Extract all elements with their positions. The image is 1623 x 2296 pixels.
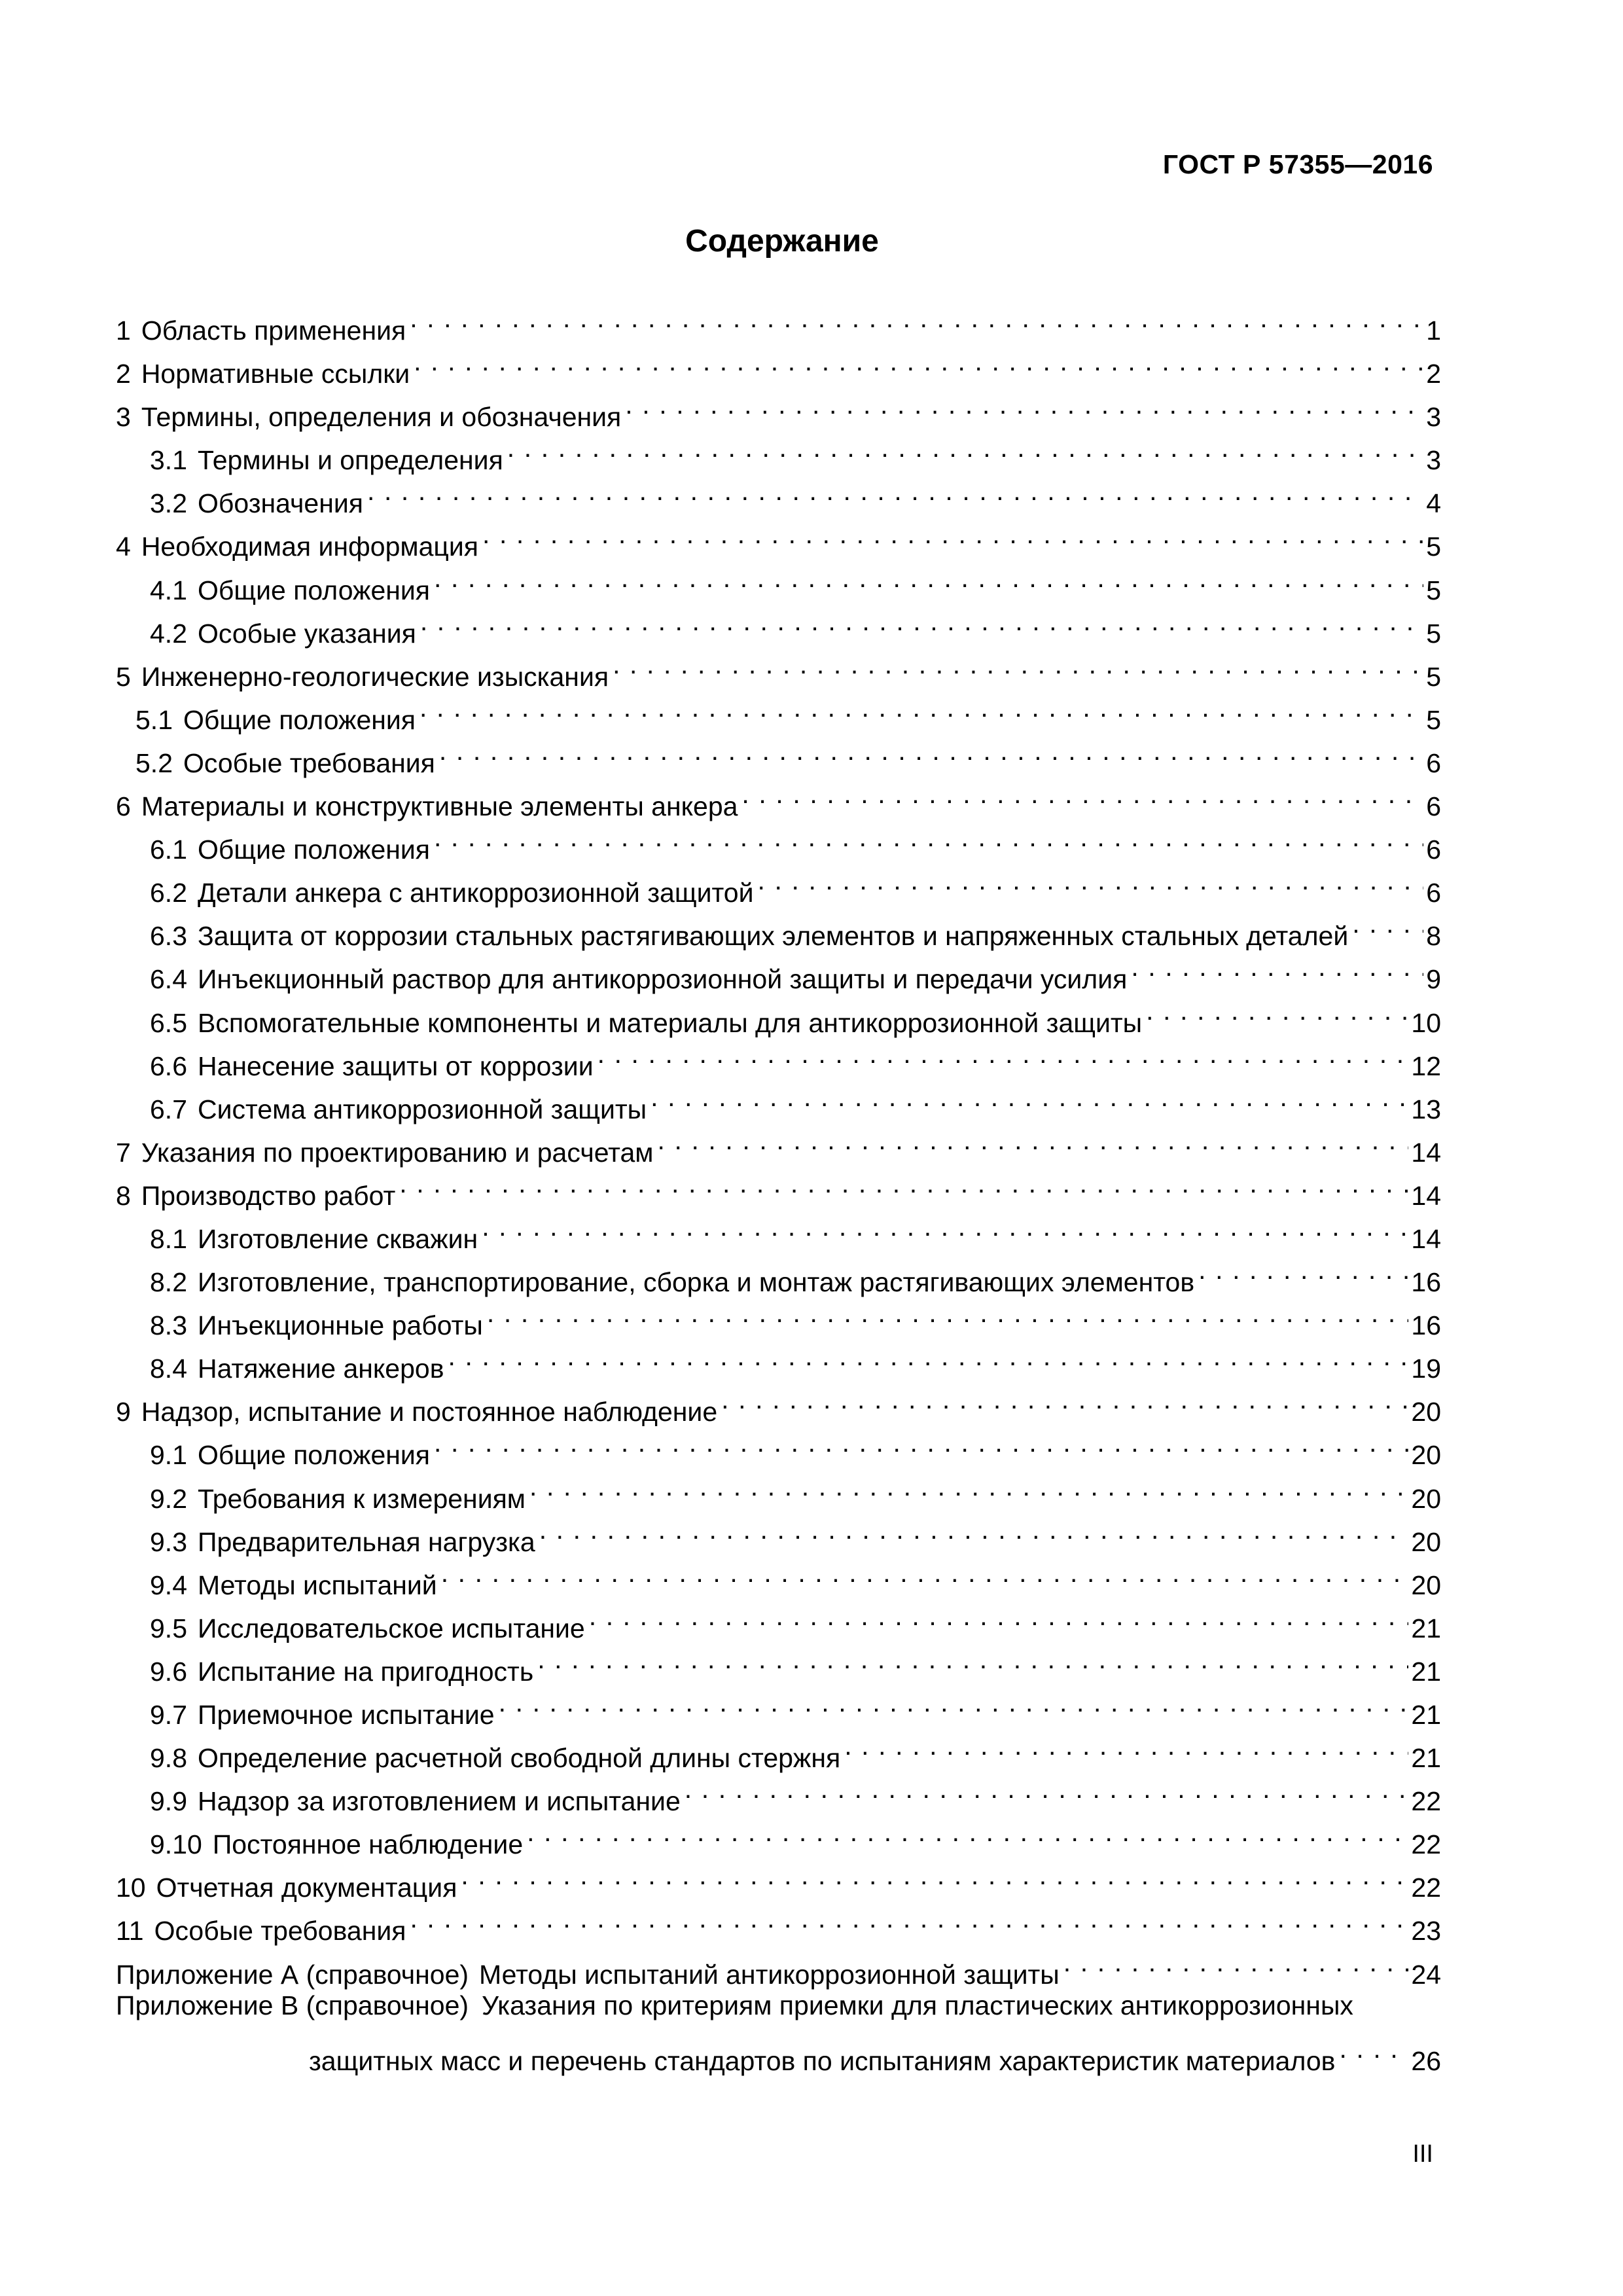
toc-leader-dots (420, 600, 1423, 643)
toc-page-number: 5 (1426, 704, 1441, 735)
toc-page-number: 5 (1426, 618, 1441, 649)
toc-entry[interactable] (116, 469, 1441, 519)
toc-leader-dots (685, 1767, 1409, 1810)
toc-entry-text: Указания по проектированию и расчетам (141, 1137, 654, 1168)
toc-page-number: 10 (1411, 1007, 1441, 1038)
toc-page-number: 20 (1411, 1440, 1441, 1471)
toc-page-number: 6 (1426, 834, 1441, 865)
toc-entry[interactable] (116, 1810, 1441, 1860)
appendix-b-label: Приложение В (справочное) (116, 1990, 469, 2020)
toc-entry[interactable] (116, 1681, 1441, 1730)
toc-leader-dots (499, 1681, 1409, 1724)
toc-page-number: 23 (1411, 1916, 1441, 1946)
toc-entry-text: Необходимая информация (141, 531, 478, 562)
toc-entry[interactable] (116, 1941, 1441, 1990)
toc-leader-dots (448, 1335, 1409, 1378)
toc-entry-number: 9 (116, 1397, 131, 1427)
toc-entry-number: 8.1 (150, 1223, 187, 1254)
toc-entry[interactable] (116, 512, 1441, 562)
toc-entry-text: Приемочное испытание (198, 1700, 495, 1730)
toc-page-number: 6 (1426, 791, 1441, 822)
toc-entry-text: Испытание на пригодность (198, 1656, 534, 1687)
page-title: Содержание (685, 224, 879, 259)
toc-entry[interactable] (116, 686, 1441, 735)
toc-entry-text: Детали анкера с антикоррозионной защитой (198, 878, 754, 908)
toc-entry-number: 6.7 (150, 1094, 187, 1124)
toc-entry[interactable] (116, 1854, 1441, 1903)
toc-entry[interactable] (116, 1724, 1441, 1774)
toc-page-number: 8 (1426, 921, 1441, 952)
toc-entry-text: Инъекционный раствор для антикоррозионной защиты и передачи усилия (198, 964, 1128, 995)
toc-entry[interactable] (116, 1378, 1441, 1427)
appendix-b-title-line2: защитных масс и перечень стандартов по испытаниям характеристик материалов (309, 2045, 1336, 2076)
toc-page-number: 21 (1411, 1743, 1441, 1774)
toc-entry[interactable] (116, 1119, 1441, 1168)
toc-entry-number: 7 (116, 1137, 131, 1168)
toc-leader-dots (758, 859, 1424, 902)
toc-entry-text: Методы испытаний антикоррозионной защиты (479, 1959, 1060, 1990)
toc-leader-dots (537, 1638, 1408, 1681)
toc-entry-text: Особые требования (183, 747, 435, 778)
toc-entry[interactable] (116, 729, 1441, 778)
toc-entry-number: 6.5 (150, 1007, 187, 1038)
toc-leader-dots (1198, 1248, 1408, 1291)
toc-entry-text: Отчетная документация (156, 1873, 457, 1903)
toc-page-number: 14 (1411, 1180, 1441, 1211)
toc-entry-text: Изготовление, транспортирование, сборка и монтаж растягивающих элементов (198, 1267, 1195, 1298)
toc-entry-appendix-b[interactable] (116, 1984, 1441, 2083)
page-folio: III (1412, 2140, 1433, 2168)
toc-entry[interactable] (116, 1551, 1441, 1600)
toc-entry-number: 6.2 (150, 878, 187, 908)
toc-leader-dots (410, 1897, 1408, 1940)
toc-leader-dots (741, 772, 1423, 816)
toc-leader-dots (434, 1421, 1408, 1464)
toc-entry[interactable] (116, 859, 1441, 908)
toc-entry-text: Общие положения (198, 1440, 431, 1471)
toc-entry-number: 4.2 (150, 618, 187, 649)
toc-entry-number: 9.5 (150, 1613, 187, 1643)
table-of-contents (116, 296, 1441, 2083)
appendix-b-title-line1: Указания по критериям приемки для пластических антикоррозионных (482, 1990, 1353, 2020)
toc-page-number: 4 (1426, 488, 1441, 519)
toc-page-number: 14 (1411, 1223, 1441, 1254)
toc-page-number: 1 (1426, 315, 1441, 346)
toc-entry[interactable] (116, 1421, 1441, 1471)
toc-entry-text: Материалы и конструктивные элементы анкера (141, 791, 738, 822)
toc-leader-dots (529, 1465, 1408, 1508)
toc-entry-number: 9.9 (150, 1786, 187, 1817)
toc-entry-number: 3 (116, 402, 131, 433)
toc-entry-number: 9.1 (150, 1440, 187, 1471)
toc-page-number: 12 (1411, 1050, 1441, 1081)
toc-entry-text: Нанесение защиты от коррозии (198, 1050, 594, 1081)
toc-leader-dots (589, 1594, 1409, 1638)
toc-entry-number: 9.6 (150, 1656, 187, 1687)
toc-leader-dots (1063, 1941, 1409, 1984)
toc-entry[interactable] (116, 1205, 1441, 1254)
toc-page-number: 21 (1411, 1700, 1441, 1730)
toc-entry-number: 5.1 (135, 704, 173, 735)
toc-entry-number: 9.7 (150, 1700, 187, 1730)
toc-entry-number: 4 (116, 531, 131, 562)
toc-entry[interactable] (116, 1767, 1441, 1817)
toc-leader-dots (1352, 902, 1423, 945)
toc-entry-text: Надзор, испытание и постоянное наблюдение (141, 1397, 718, 1427)
toc-leader-dots (441, 1551, 1409, 1594)
toc-leader-dots (439, 729, 1423, 772)
toc-page-number: 3 (1426, 445, 1441, 476)
toc-entry-number: 2 (116, 359, 131, 389)
toc-entry-text: Предварительная нагрузка (198, 1526, 535, 1557)
toc-entry-number: 9.2 (150, 1483, 187, 1514)
toc-entry-text: Общие положения (198, 834, 431, 865)
toc-entry-number: 11 (116, 1916, 144, 1946)
toc-entry-text: Общие положения (198, 575, 431, 605)
toc-leader-dots (461, 1854, 1408, 1897)
toc-leader-dots (367, 469, 1423, 512)
toc-entry-number: 10 (116, 1873, 146, 1903)
toc-entry-text: Нормативные ссылки (141, 359, 410, 389)
toc-entry-number: 8 (116, 1180, 131, 1211)
toc-entry[interactable] (116, 1508, 1441, 1557)
toc-entry[interactable] (116, 556, 1441, 605)
toc-entry[interactable] (116, 816, 1441, 865)
toc-entry-text: Общие положения (183, 704, 416, 735)
toc-leader-dots (1131, 945, 1423, 988)
toc-entry-text: Область применения (141, 315, 406, 346)
toc-entry[interactable] (116, 989, 1441, 1038)
toc-entry[interactable] (116, 1291, 1441, 1341)
toc-page-number: 20 (1411, 1570, 1441, 1600)
toc-page-number: 16 (1411, 1310, 1441, 1341)
toc-entry-text: Инженерно-геологические изыскания (141, 661, 609, 692)
toc-page-number: 14 (1411, 1137, 1441, 1168)
toc-page-number: 9 (1426, 964, 1441, 995)
toc-entry[interactable] (116, 1897, 1441, 1946)
toc-entry[interactable] (116, 1162, 1441, 1211)
toc-entry[interactable] (116, 945, 1441, 995)
toc-leader-dots (482, 512, 1423, 556)
appendix-b-first-line (116, 1984, 1441, 2027)
toc-entry-text: Требования к измерениям (198, 1483, 526, 1514)
toc-page-number: 5 (1426, 575, 1441, 605)
toc-entry-number: 9.4 (150, 1570, 187, 1600)
toc-leader-dots (625, 383, 1423, 426)
toc-leader-dots (613, 643, 1423, 686)
toc-entry-text: Термины и определения (198, 445, 503, 476)
toc-leader-dots (844, 1724, 1408, 1767)
toc-leader-dots (1146, 989, 1408, 1032)
toc-entry-text: Исследовательское испытание (198, 1613, 585, 1643)
toc-page-number: 3 (1426, 402, 1441, 433)
toc-entry[interactable] (116, 1075, 1441, 1124)
toc-page-number: 20 (1411, 1483, 1441, 1514)
toc-entry-number: 8.4 (150, 1354, 187, 1384)
toc-entry-text: Постоянное наблюдение (212, 1829, 524, 1860)
toc-page-number: 21 (1411, 1656, 1441, 1687)
toc-entry-text: Методы испытаний (198, 1570, 437, 1600)
toc-entry[interactable] (116, 383, 1441, 433)
toc-entry[interactable] (116, 1594, 1441, 1643)
toc-entry-number: 6.1 (150, 834, 187, 865)
toc-entry[interactable] (116, 1638, 1441, 1687)
toc-entry[interactable] (116, 1032, 1441, 1081)
toc-entry-text: Инъекционные работы (198, 1310, 483, 1341)
toc-page-number: 24 (1411, 1959, 1441, 1990)
appendix-b-second-line (116, 2027, 1441, 2083)
toc-entry-text: Вспомогательные компоненты и материалы для антикоррозионной защиты (198, 1007, 1143, 1038)
toc-entry-text: Особые требования (154, 1916, 406, 1946)
toc-leader-dots (399, 1162, 1408, 1205)
standard-designation: ГОСТ Р 57355—2016 (1162, 149, 1433, 179)
toc-entry-number: 3.1 (150, 445, 187, 476)
toc-page-number: 22 (1411, 1873, 1441, 1903)
toc-entry-text: Надзор за изготовлением и испытание (198, 1786, 681, 1817)
toc-page-number: 19 (1411, 1354, 1441, 1384)
toc-page-number: 21 (1411, 1613, 1441, 1643)
toc-entry-text: Изготовление скважин (198, 1223, 478, 1254)
toc-entry-number: 8.3 (150, 1310, 187, 1341)
toc-page-number: 20 (1411, 1397, 1441, 1427)
toc-page-number: 26 (1411, 2045, 1441, 2076)
toc-leader-dots (539, 1508, 1409, 1551)
toc-entry-text: Натяжение анкеров (198, 1354, 444, 1384)
toc-entry-number: 8.2 (150, 1267, 187, 1298)
toc-entry-number: Приложение А (справочное) (116, 1959, 469, 1990)
toc-leader-dots (414, 340, 1423, 383)
toc-leader-dots (1339, 2027, 1407, 2070)
toc-page-number: 6 (1426, 747, 1441, 778)
toc-entry-number: 9.3 (150, 1526, 187, 1557)
toc-entry-number: 3.2 (150, 488, 187, 519)
toc-entry[interactable] (116, 340, 1441, 389)
toc-entry[interactable] (116, 296, 1441, 346)
toc-entry[interactable] (116, 772, 1441, 822)
toc-leader-dots (651, 1075, 1408, 1119)
toc-entry[interactable] (116, 426, 1441, 476)
toc-leader-dots (434, 556, 1423, 600)
toc-entry-number: 1 (116, 315, 131, 346)
toc-page-number: 6 (1426, 878, 1441, 908)
toc-leader-dots (410, 296, 1423, 340)
toc-page-number: 22 (1411, 1829, 1441, 1860)
toc-entry-number: 6.6 (150, 1050, 187, 1081)
toc-entry-number: 5 (116, 661, 131, 692)
toc-leader-dots (482, 1205, 1408, 1248)
toc-entry-text: Защита от коррозии стальных растягивающих элементов и напряженных стальных деталей (198, 921, 1349, 952)
toc-page-number: 2 (1426, 359, 1441, 389)
toc-entry[interactable] (116, 1465, 1441, 1514)
toc-leader-dots (657, 1119, 1408, 1162)
toc-page-number: 22 (1411, 1786, 1441, 1817)
toc-entry-text: Термины, определения и обозначения (141, 402, 622, 433)
toc-entry-text: Особые указания (198, 618, 416, 649)
toc-page-number: 5 (1426, 531, 1441, 562)
toc-leader-dots (434, 816, 1423, 859)
toc-entry-number: 5.2 (135, 747, 173, 778)
toc-entry-text: Производство работ (141, 1180, 396, 1211)
toc-entry-number: 9.10 (150, 1829, 202, 1860)
toc-entry[interactable] (116, 902, 1441, 952)
toc-entry-text: Определение расчетной свободной длины стержня (198, 1743, 841, 1774)
toc-page-number: 5 (1426, 661, 1441, 692)
toc-leader-dots (527, 1810, 1408, 1854)
toc-leader-dots (487, 1291, 1409, 1335)
toc-entry-number: 6.4 (150, 964, 187, 995)
toc-leader-dots (721, 1378, 1408, 1421)
toc-page-number: 16 (1411, 1267, 1441, 1298)
toc-entry-number: 6 (116, 791, 131, 822)
toc-leader-dots (507, 426, 1423, 469)
toc-entry-text: Система антикоррозионной защиты (198, 1094, 647, 1124)
toc-page-number: 20 (1411, 1526, 1441, 1557)
toc-entry[interactable] (116, 1248, 1441, 1298)
toc-entry-number: 4.1 (150, 575, 187, 605)
toc-entry-number: 9.8 (150, 1743, 187, 1774)
toc-leader-dots (597, 1032, 1409, 1075)
toc-entry[interactable] (116, 600, 1441, 649)
toc-entry-text: Обозначения (198, 488, 363, 519)
toc-entry[interactable] (116, 1335, 1441, 1384)
toc-entry-number: 6.3 (150, 921, 187, 952)
toc-entry[interactable] (116, 643, 1441, 692)
toc-leader-dots (419, 686, 1423, 729)
toc-page-number: 13 (1411, 1094, 1441, 1124)
